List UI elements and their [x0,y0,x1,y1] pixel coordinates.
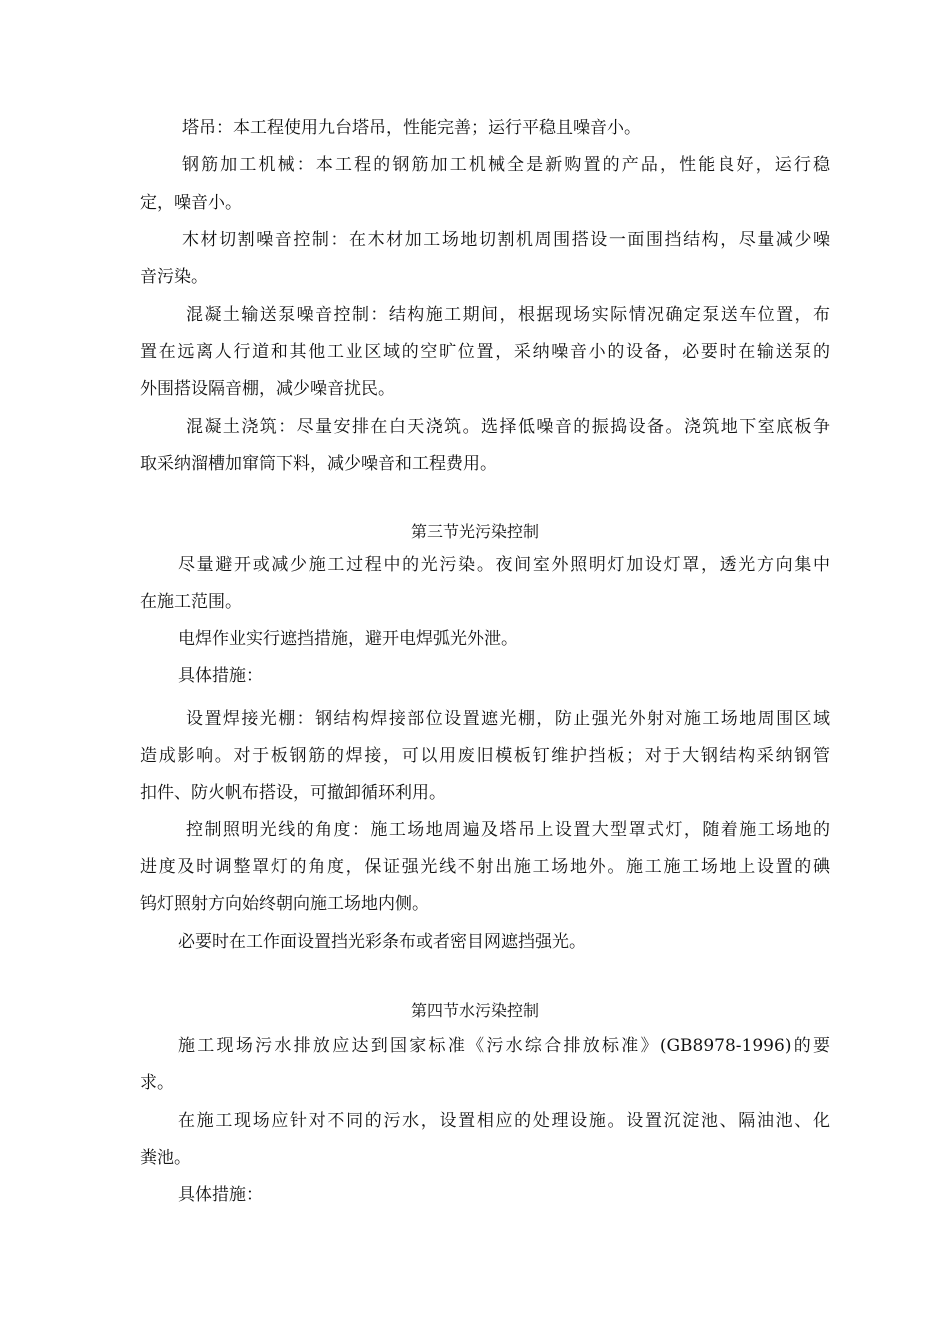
paragraph-line: 混凝土输送泵噪音控制：结构施工期间，根据现场实际情况确定泵送车位置，布 [186,305,830,325]
paragraph-line: 设置焊接光棚：钢结构焊接部位设置遮光棚，防止强光外射对施工场地周围区域 [186,709,830,729]
paragraph-line: 木材切割噪音控制：在木材加工场地切割机周围搭设一面围挡结构，尽量减少噪 [182,230,830,250]
paragraph-line: 电焊作业实行遮挡措施，避开电焊弧光外泄。 [178,629,518,649]
paragraph-line: 具体措施： [178,666,263,686]
paragraph-line: 塔吊：本工程使用九台塔吊，性能完善；运行平稳且噪音小。 [182,118,641,138]
paragraph-line: 混凝土浇筑：尽量安排在白天浇筑。选择低噪音的振捣设备。浇筑地下室底板争 [186,417,830,437]
paragraph-line: 进度及时调整罩灯的角度，保证强光线不射出施工场地外。施工施工场地上设置的碘 [140,857,830,877]
paragraph-line: 扣件、防火帆布搭设，可撤卸循环利用。 [140,783,446,803]
paragraph-line: 施工现场污水排放应达到国家标准《污水综合排放标准》(GB8978-1996)的要 [178,1036,830,1056]
paragraph-line: 定，噪音小。 [140,193,242,213]
paragraph-line: 具体措施： [178,1185,263,1205]
paragraph-line: 求。 [140,1073,174,1093]
paragraph-line: 钢筋加工机械：本工程的钢筋加工机械全是新购置的产品，性能良好，运行稳 [182,155,830,175]
paragraph-line: 音污染。 [140,267,208,287]
section-heading: 第四节水污染控制 [410,1001,539,1020]
section-heading: 第三节光污染控制 [410,522,539,541]
paragraph-line: 外围搭设隔音棚，减少噪音扰民。 [140,379,395,399]
paragraph-line: 粪池。 [140,1148,191,1168]
paragraph-line: 必要时在工作面设置挡光彩条布或者密目网遮挡强光。 [178,932,586,952]
paragraph-line: 控制照明光线的角度：施工场地周遍及塔吊上设置大型罩式灯，随着施工场地的 [186,820,830,840]
paragraph-line: 钨灯照射方向始终朝向施工场地内侧。 [140,894,429,914]
paragraph-line: 尽量避开或减少施工过程中的光污染。夜间室外照明灯加设灯罩，透光方向集中 [178,555,830,575]
paragraph-line: 置在远离人行道和其他工业区域的空旷位置，采纳噪音小的设备，必要时在输送泵的 [140,342,830,362]
paragraph-line: 在施工现场应针对不同的污水，设置相应的处理设施。设置沉淀池、隔油池、化 [178,1111,830,1131]
paragraph-line: 造成影响。对于板钢筋的焊接，可以用废旧模板钉维护挡板；对于大钢结构采纳钢管 [140,746,830,766]
paragraph-line: 取采纳溜槽加窜筒下料，减少噪音和工程费用。 [140,454,497,474]
paragraph-line: 在施工范围。 [140,592,242,612]
